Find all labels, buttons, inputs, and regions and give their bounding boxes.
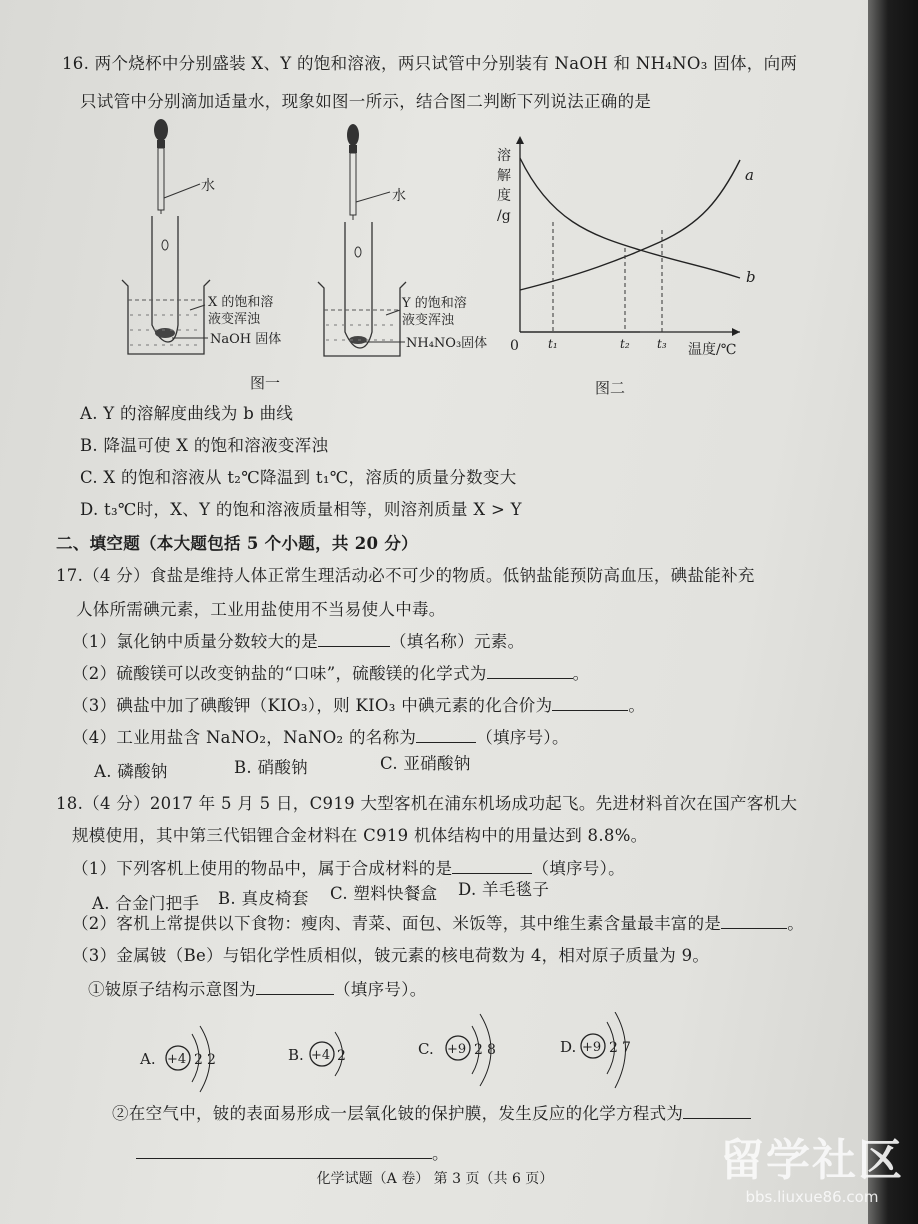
q17-part3-text: （3）碘盐中加了碘酸钾（KIO₃），则 KIO₃ 中碘元素的化合价为 — [72, 696, 553, 715]
y-axis-label: 度 — [497, 188, 511, 204]
tick-t3: t₃ — [657, 337, 667, 351]
y-axis-label: /g — [497, 208, 511, 224]
q17-part4 — [72, 724, 569, 748]
x-solution-label-2: 液变浑浊 — [208, 312, 261, 327]
atom-option-label: C. — [418, 1040, 434, 1058]
shell-electrons: 2 — [609, 1040, 618, 1056]
tick-t2: t₂ — [620, 337, 630, 351]
tick-t1: t₁ — [548, 337, 558, 351]
q16-figures — [100, 110, 760, 400]
q17-stem-line2: 人体所需碘元素，工业用盐使用不当易使人中毒。 — [76, 600, 446, 619]
q18-part3-2-line2 — [136, 1140, 449, 1164]
q16-option-c: C. X 的饱和溶液从 t₂℃降温到 t₁℃，溶质的质量分数变大 — [80, 468, 517, 487]
atom-option-label: B. — [288, 1046, 304, 1064]
q18-choice-d: D. 羊毛毯子 — [458, 880, 550, 899]
atom-option-label: A. — [140, 1050, 156, 1068]
answer-blank[interactable] — [256, 980, 334, 995]
x-axis-label: 温度/℃ — [688, 342, 737, 358]
water-label-2: 水 — [392, 188, 406, 204]
nucleus-charge: +9 — [447, 1042, 467, 1057]
q18-part2-suffix: 。 — [787, 914, 805, 933]
watermark-url: bbs.liuxue86.com — [745, 1188, 879, 1206]
answer-blank[interactable] — [318, 632, 390, 647]
test-tube-2 — [345, 222, 372, 348]
q16-stem-line1: 16. 两个烧杯中分别盛装 X、Y 的饱和溶液，两只试管中分别装有 NaOH 和 NH₄NO₃ 固体，向两 — [62, 54, 798, 73]
q17-part1-text: （1）氯化钠中质量分数较大的是 — [72, 632, 318, 651]
q16-stem-line2: 只试管中分别滴加适量水，现象如图一所示，结合图二判断下列说法正确的是 — [80, 92, 652, 111]
q16-option-a: A. Y 的溶解度曲线为 b 曲线 — [80, 404, 294, 423]
q17-part3-suffix: 。 — [628, 696, 646, 715]
q17-choice-a: A. 磷酸钠 — [94, 762, 168, 781]
nh4no3-label: NH₄NO₃固体 — [406, 336, 488, 351]
q18-part3-2 — [112, 1100, 751, 1124]
figure-2-solubility-graph — [497, 136, 756, 397]
atom-option-label: D. — [560, 1038, 577, 1056]
q18-part3-1 — [88, 976, 427, 1000]
q18-part1-suffix: （填序号）。 — [532, 859, 625, 878]
q17-part1-suffix: （填名称）元素。 — [390, 632, 525, 651]
q16-option-b: B. 降温可使 X 的饱和溶液变浑浊 — [80, 436, 329, 455]
answer-blank[interactable] — [683, 1104, 751, 1119]
answer-blank[interactable] — [452, 859, 532, 874]
answer-blank[interactable] — [136, 1144, 432, 1159]
q17-choice-c: C. 亚硝酸钠 — [380, 754, 471, 773]
q18-choice-a: A. 合金门把手 — [92, 894, 200, 913]
nucleus-charge: +4 — [311, 1048, 331, 1063]
q17-choice-b: B. 硝酸钠 — [234, 758, 308, 777]
figure-1 — [122, 119, 487, 392]
q16-option-d: D. t₃℃时，X、Y 的饱和溶液质量相等，则溶剂质量 X > Y — [80, 500, 522, 519]
q18-part3-2-end: 。 — [432, 1144, 449, 1163]
shell-electrons: 8 — [487, 1042, 496, 1058]
atom-structure-options — [130, 1012, 690, 1102]
page-footer: 化学试题（A 卷） 第 3 页（共 6 页） — [316, 1171, 554, 1187]
atom-option-a — [139, 1026, 216, 1092]
q18-part3: （3）金属铍（Be）与铝化学性质相似，铍元素的核电荷数为 4，相对原子质量为 9。 — [72, 946, 710, 965]
curve-b-label: b — [746, 268, 756, 286]
q18-stem-line1: 18.（4 分）2017 年 5 月 5 日，C919 大型客机在浦东机场成功起飞。先进材料首次在国产客机大 — [56, 794, 798, 813]
naoh-label: NaOH 固体 — [210, 332, 282, 347]
nucleus-charge: +4 — [167, 1052, 187, 1067]
shell-electrons: 2 — [474, 1042, 483, 1058]
watermark-logo — [720, 1124, 904, 1206]
y-axis-label: 溶 — [497, 148, 511, 164]
curve-a-label: a — [745, 166, 754, 184]
y-solution-label-2: 液变浑浊 — [402, 313, 455, 328]
q17-part1 — [72, 628, 524, 652]
answer-blank[interactable] — [487, 664, 573, 679]
water-label-1: 水 — [201, 178, 215, 194]
shell-electrons: 2 — [194, 1052, 203, 1068]
q17-part3 — [72, 692, 645, 716]
q18-choice-b: B. 真皮椅套 — [218, 889, 309, 908]
atom-option-d — [560, 1012, 631, 1088]
answer-blank[interactable] — [552, 696, 628, 711]
q18-part3-1-suffix: （填序号）。 — [334, 980, 427, 999]
dropper-icon — [154, 119, 168, 214]
q17-part4-text: （4）工业用盐含 NaNO₂，NaNO₂ 的名称为 — [72, 728, 417, 747]
section-2-heading: 二、填空题（本大题包括 5 个小题，共 20 分） — [56, 534, 418, 553]
q18-part2-text: （2）客机上常提供以下食物：瘦肉、青菜、面包、米饭等，其中维生素含量最丰富的是 — [72, 914, 722, 933]
q18-part3-2-text: ②在空气中，铍的表面易形成一层氧化铍的保护膜，发生反应的化学方程式为 — [112, 1104, 684, 1123]
nucleus-charge: +9 — [582, 1040, 602, 1055]
y-solution-label-1: Y 的饱和溶 — [402, 296, 467, 311]
beaker-1 — [122, 280, 210, 354]
beaker-2 — [318, 282, 406, 356]
figure-2-caption: 图二 — [595, 379, 626, 397]
x-solution-label-1: X 的饱和溶 — [208, 295, 274, 310]
q17-part2-suffix: 。 — [572, 664, 590, 683]
photo-dark-edge — [868, 0, 918, 1224]
shell-electrons: 2 — [337, 1048, 346, 1064]
q18-stem-line2: 规模使用，其中第三代铝锂合金材料在 C919 机体结构中的用量达到 8.8%。 — [72, 826, 648, 845]
answer-blank[interactable] — [721, 914, 787, 929]
watermark-title: 留学社区 — [720, 1135, 904, 1186]
q18-part1-text: （1）下列客机上使用的物品中，属于合成材料的是 — [72, 859, 453, 878]
shell-electrons: 2 — [207, 1052, 216, 1068]
answer-blank[interactable] — [416, 728, 476, 743]
dropper-icon — [347, 124, 359, 220]
q17-part2-text: （2）硫酸镁可以改变钠盐的“口味”，硫酸镁的化学式为 — [72, 664, 487, 683]
q18-choice-c: C. 塑料快餐盒 — [330, 884, 438, 903]
q18-part2 — [72, 910, 804, 934]
origin-label: 0 — [510, 338, 519, 354]
q18-part3-1-text: ①铍原子结构示意图为 — [88, 980, 256, 999]
test-tube-1 — [152, 216, 178, 342]
atom-option-c — [418, 1014, 496, 1086]
q17-part2 — [72, 660, 589, 684]
figure-1-caption: 图一 — [250, 374, 281, 392]
y-axis-label: 解 — [497, 168, 511, 184]
atom-option-b — [288, 1032, 346, 1076]
q17-stem-line1: 17.（4 分）食盐是维持人体正常生理活动必不可少的物质。低钠盐能预防高血压，碘盐能补充 — [56, 566, 755, 585]
shell-electrons: 7 — [622, 1040, 631, 1056]
q17-part4-suffix: （填序号）。 — [476, 728, 569, 747]
